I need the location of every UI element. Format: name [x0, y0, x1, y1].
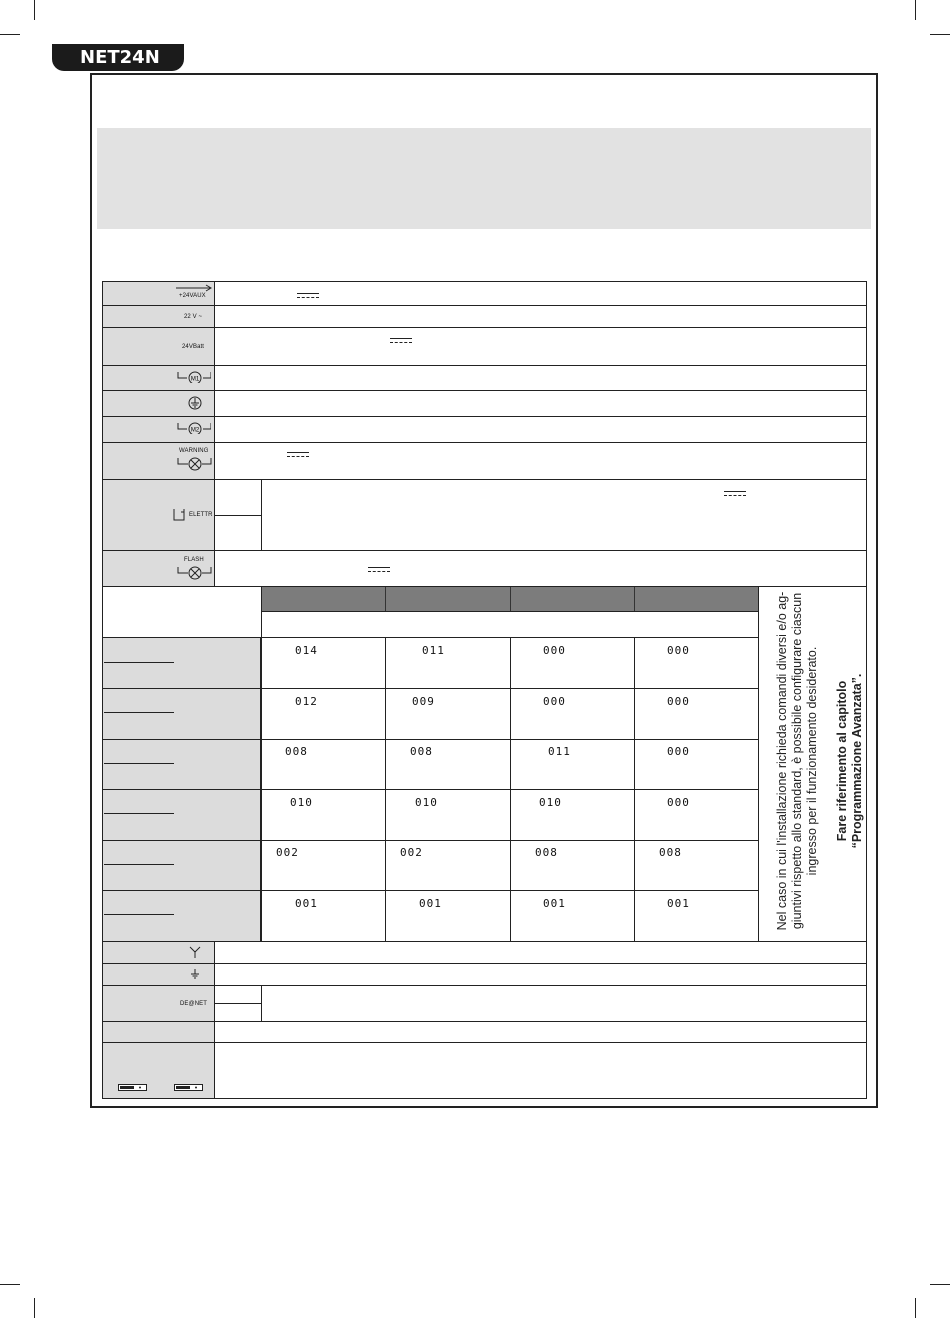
elettr-label: ELETTR [189, 512, 213, 518]
row-divider [102, 305, 867, 306]
label-rule [104, 763, 174, 764]
label-rule [104, 662, 174, 663]
side-note-text: Nel caso in cui l'installazione richieda comandi diversi e/o ag-giuntivi rispetto allo standard, è possibile configurare ciascun ingresso per il funzionamento desiderato. [775, 591, 819, 931]
code-value: 010 [539, 796, 562, 809]
crop-mark [34, 1298, 35, 1318]
col-divider [510, 587, 511, 611]
label-rule [104, 813, 174, 814]
subcell-divider [215, 1003, 261, 1004]
flash-label: FLASH [184, 557, 204, 563]
col-divider [634, 587, 635, 611]
row-divider [102, 890, 758, 891]
row-divider [102, 1021, 867, 1022]
code-value: 000 [667, 796, 690, 809]
label-rule [104, 864, 174, 865]
side-note-bold-1: Fare riferimento al capitolo [835, 680, 849, 842]
crop-mark [930, 34, 950, 35]
warning-label: WARNING [179, 448, 209, 454]
row-divider [102, 442, 867, 443]
dc-symbol [390, 338, 412, 343]
code-value: 010 [415, 796, 438, 809]
column-header [511, 587, 634, 611]
dc-symbol [287, 452, 309, 457]
motor-m2-icon [177, 422, 211, 434]
connector-icon [174, 1084, 204, 1092]
code-value: 002 [276, 846, 299, 859]
row-divider [102, 390, 867, 391]
row-divider [102, 327, 867, 328]
antenna-icon [189, 946, 201, 959]
row-divider [102, 789, 758, 790]
title-band [97, 128, 871, 229]
crop-mark [34, 0, 35, 20]
col-divider [261, 586, 262, 942]
ground-icon [188, 396, 202, 410]
code-value: 001 [419, 897, 442, 910]
code-value: 008 [535, 846, 558, 859]
code-value: 012 [295, 695, 318, 708]
code-value: 000 [667, 695, 690, 708]
row-divider [102, 550, 867, 551]
label-rule [104, 914, 174, 915]
row-divider [102, 479, 867, 480]
column-header [635, 587, 758, 611]
aux-label: +24VAUX [179, 293, 206, 299]
m1-label: M1 [190, 376, 200, 383]
lower-table-border [102, 941, 867, 1099]
subcell-divider [215, 515, 261, 516]
row-divider [102, 840, 758, 841]
label-cell [103, 942, 215, 1098]
code-value: 008 [659, 846, 682, 859]
code-value: 014 [295, 644, 318, 657]
code-value: 010 [290, 796, 313, 809]
brand-tab [52, 44, 184, 71]
code-value: 011 [422, 644, 445, 657]
row-divider [102, 985, 867, 986]
column-header [386, 587, 510, 611]
ac-label: 22 V ~ [184, 314, 203, 320]
denet-label: DE@NET [180, 1001, 208, 1007]
code-value: 000 [667, 644, 690, 657]
code-value: 008 [285, 745, 308, 758]
row-divider [261, 611, 758, 612]
row-divider [102, 739, 758, 740]
code-value: 001 [295, 897, 318, 910]
batt-label: 24VBatt [182, 344, 205, 350]
col-divider [758, 586, 759, 942]
flash-lamp-icon [177, 566, 213, 580]
row-divider [102, 688, 758, 689]
subcell-divider [261, 479, 262, 550]
warning-lamp-icon [177, 457, 213, 471]
row-divider [102, 963, 867, 964]
crop-mark [0, 1284, 20, 1285]
crop-mark [930, 1284, 950, 1285]
code-value: 000 [543, 695, 566, 708]
m2-label: M2 [190, 427, 200, 434]
code-value: 002 [400, 846, 423, 859]
code-value: 008 [410, 745, 433, 758]
subcell-divider [261, 985, 262, 1021]
code-value: 009 [412, 695, 435, 708]
earth-icon [189, 968, 201, 980]
col-divider [385, 587, 386, 611]
crop-mark [915, 1298, 916, 1318]
code-value: 000 [543, 644, 566, 657]
code-value: 000 [667, 745, 690, 758]
side-note-bold-2: “Programmazione Avanzata”. [850, 673, 864, 849]
motor-m1-icon [177, 371, 211, 383]
code-value: 001 [543, 897, 566, 910]
row-divider [102, 365, 867, 366]
crop-mark [0, 34, 20, 35]
side-note [775, 585, 950, 937]
code-value: 001 [667, 897, 690, 910]
dc-symbol [368, 567, 390, 572]
brand-title: NET24N [80, 47, 160, 68]
row-divider [102, 416, 867, 417]
connector-icon [118, 1084, 148, 1092]
lock-icon [172, 508, 188, 522]
code-value: 011 [548, 745, 571, 758]
row-divider [102, 1042, 867, 1043]
label-rule [104, 712, 174, 713]
row-divider [102, 637, 758, 638]
dc-symbol [724, 491, 746, 496]
dc-symbol [297, 293, 319, 298]
crop-mark [915, 0, 916, 20]
column-header [262, 587, 385, 611]
arrow-icon [176, 284, 214, 292]
